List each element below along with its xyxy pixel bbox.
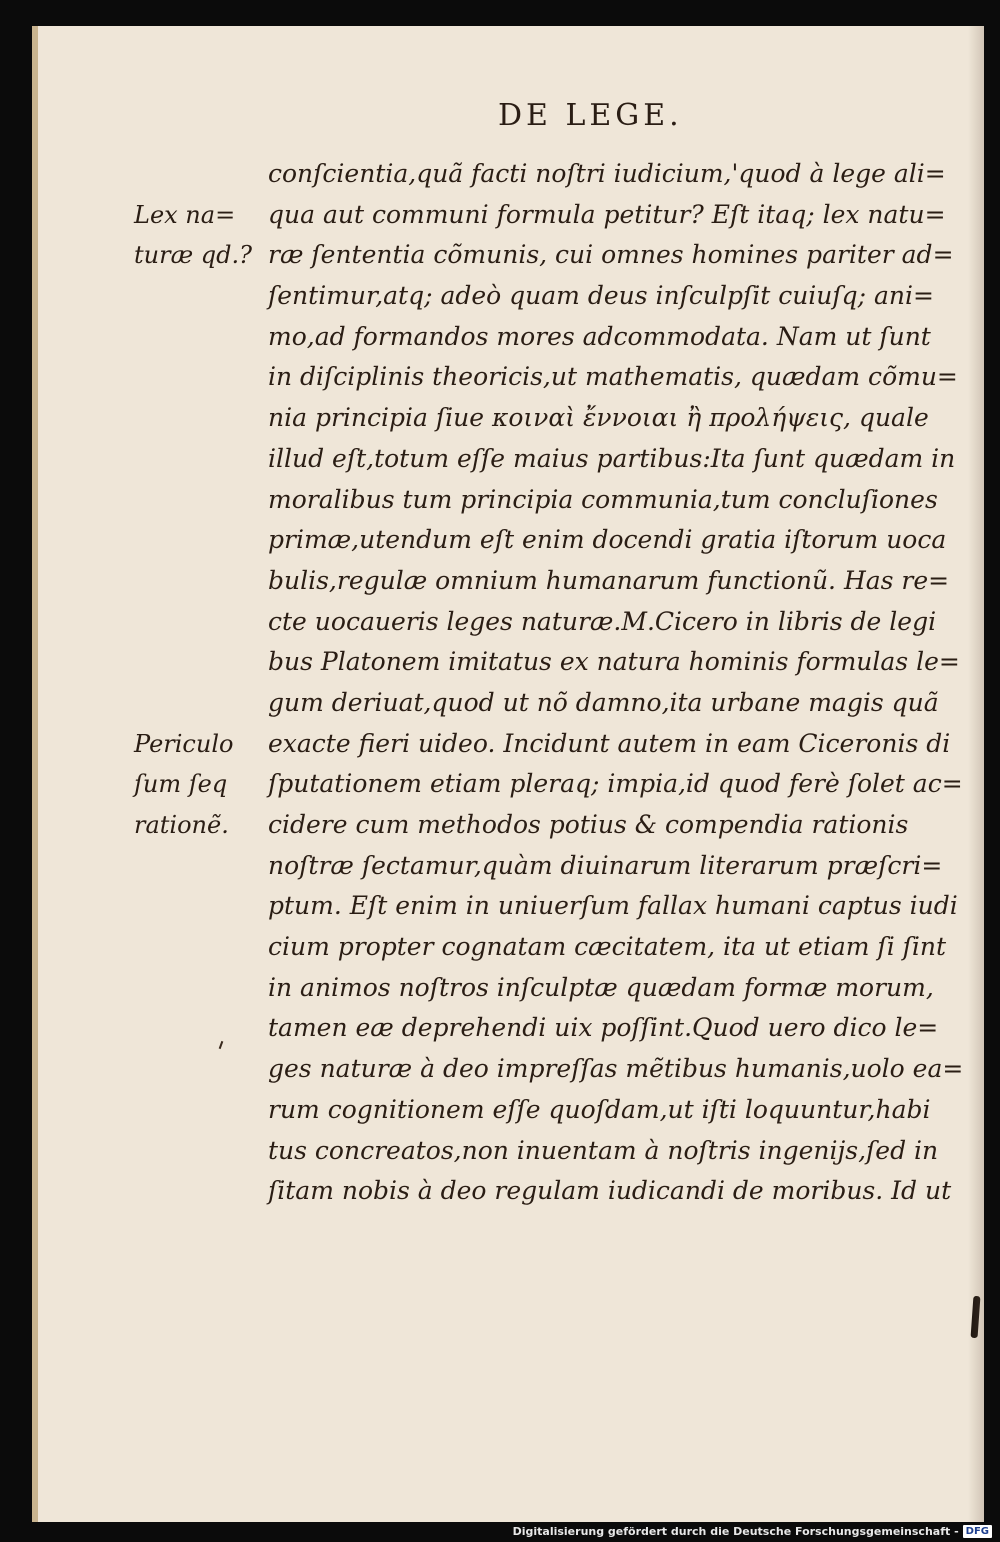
body-text xyxy=(268,154,964,1212)
text-line: gum deriuat,quod ut nõ damno,ita urbane magis quã xyxy=(268,687,939,717)
text-line: in animos noſtros inſculptæ quædam formæ morum, xyxy=(268,972,934,1002)
book-page xyxy=(32,26,984,1522)
text-line: nia principia ſiue κοιναὶ ἔννοιαι ἢ προλήψεις, quale xyxy=(268,403,929,433)
text-line: bulis,regulæ omnium humanarum functionũ. Has re= xyxy=(268,565,950,595)
running-head: DE LEGE. xyxy=(498,98,683,133)
text-line: moralibus tum principia communia,tum concluſiones xyxy=(268,484,938,514)
marginal-note-line: Lex na= xyxy=(134,200,236,229)
text-line: primæ,utendum eſt enim docendi gratia iſtorum uoca xyxy=(268,525,947,555)
text-line: in diſciplinis theoricis,ut mathematis, quædam cõmu= xyxy=(268,362,958,392)
dfg-logo: DFG xyxy=(963,1525,992,1538)
funding-credit-text: Digitalisierung gefördert durch die Deutsche Forschungsgemeinschaft - xyxy=(512,1524,959,1538)
text-line: ræ ſententia cõmunis, cui omnes homines pariter ad= xyxy=(268,240,954,270)
marginal-note xyxy=(134,724,233,846)
marginal-note xyxy=(134,195,252,276)
text-line: exacte fieri uideo. Incidunt autem in eam Ciceronis di xyxy=(268,728,951,758)
ink-mark xyxy=(971,1296,981,1338)
marginal-note-line: Periculo xyxy=(134,729,234,758)
text-line: ges naturæ à deo impreſſas mẽtibus humanis,uolo ea= xyxy=(268,1054,964,1084)
funding-credit xyxy=(513,1523,992,1539)
text-line: qua aut communi formula petitur? Eſt itaq; lex natu= xyxy=(268,199,946,229)
text-line: bus Platonem imitatus ex natura hominis formulas le= xyxy=(268,647,960,677)
text-line: mo,ad formandos mores adcommodata. Nam ut ſunt xyxy=(268,321,931,351)
marginal-note-line: turæ qd.? xyxy=(134,241,252,270)
text-line: ſputationem etiam pleraq; impia,id quod ferè ſolet ac= xyxy=(268,769,963,799)
text-line: noſtræ ſectamur,quàm diuinarum literarum præſcri= xyxy=(268,850,943,880)
marginal-note-line: rationẽ. xyxy=(134,811,229,840)
text-line: ſitam nobis à deo regulam iudicandi de moribus. Id ut xyxy=(268,1176,952,1206)
text-line: cte uocaueris leges naturæ.M.Cicero in libris de legi xyxy=(268,606,937,636)
text-line: ſentimur,atq; adeò quam deus inſculpſit cuiuſq; ani= xyxy=(268,281,934,311)
ink-speck xyxy=(219,1041,224,1049)
text-line: illud eſt,totum eſſe maius partibus:Ita ſunt quædam in xyxy=(268,443,956,473)
text-line: tus concreatos,non inuentam à noſtris ingenijs,ſed in xyxy=(268,1135,939,1165)
marginal-note-line: ſum ſeq xyxy=(134,770,228,799)
text-line: cium propter cognatam cæcitatem, ita ut etiam ſi ſint xyxy=(268,932,947,962)
text-line: conſcientia,quã facti noſtri iudicium,'quod à lege ali= xyxy=(268,159,946,188)
text-line: cidere cum methodos potius & compendia rationis xyxy=(268,810,909,839)
text-line: ptum. Eſt enim in uniuerſum fallax humani captus iudi xyxy=(268,891,958,921)
text-line: tamen eæ deprehendi uix poſſint.Quod uero dico le= xyxy=(268,1013,939,1043)
text-line: rum cognitionem eſſe quoſdam,ut iſti loquuntur,habi xyxy=(268,1094,931,1124)
